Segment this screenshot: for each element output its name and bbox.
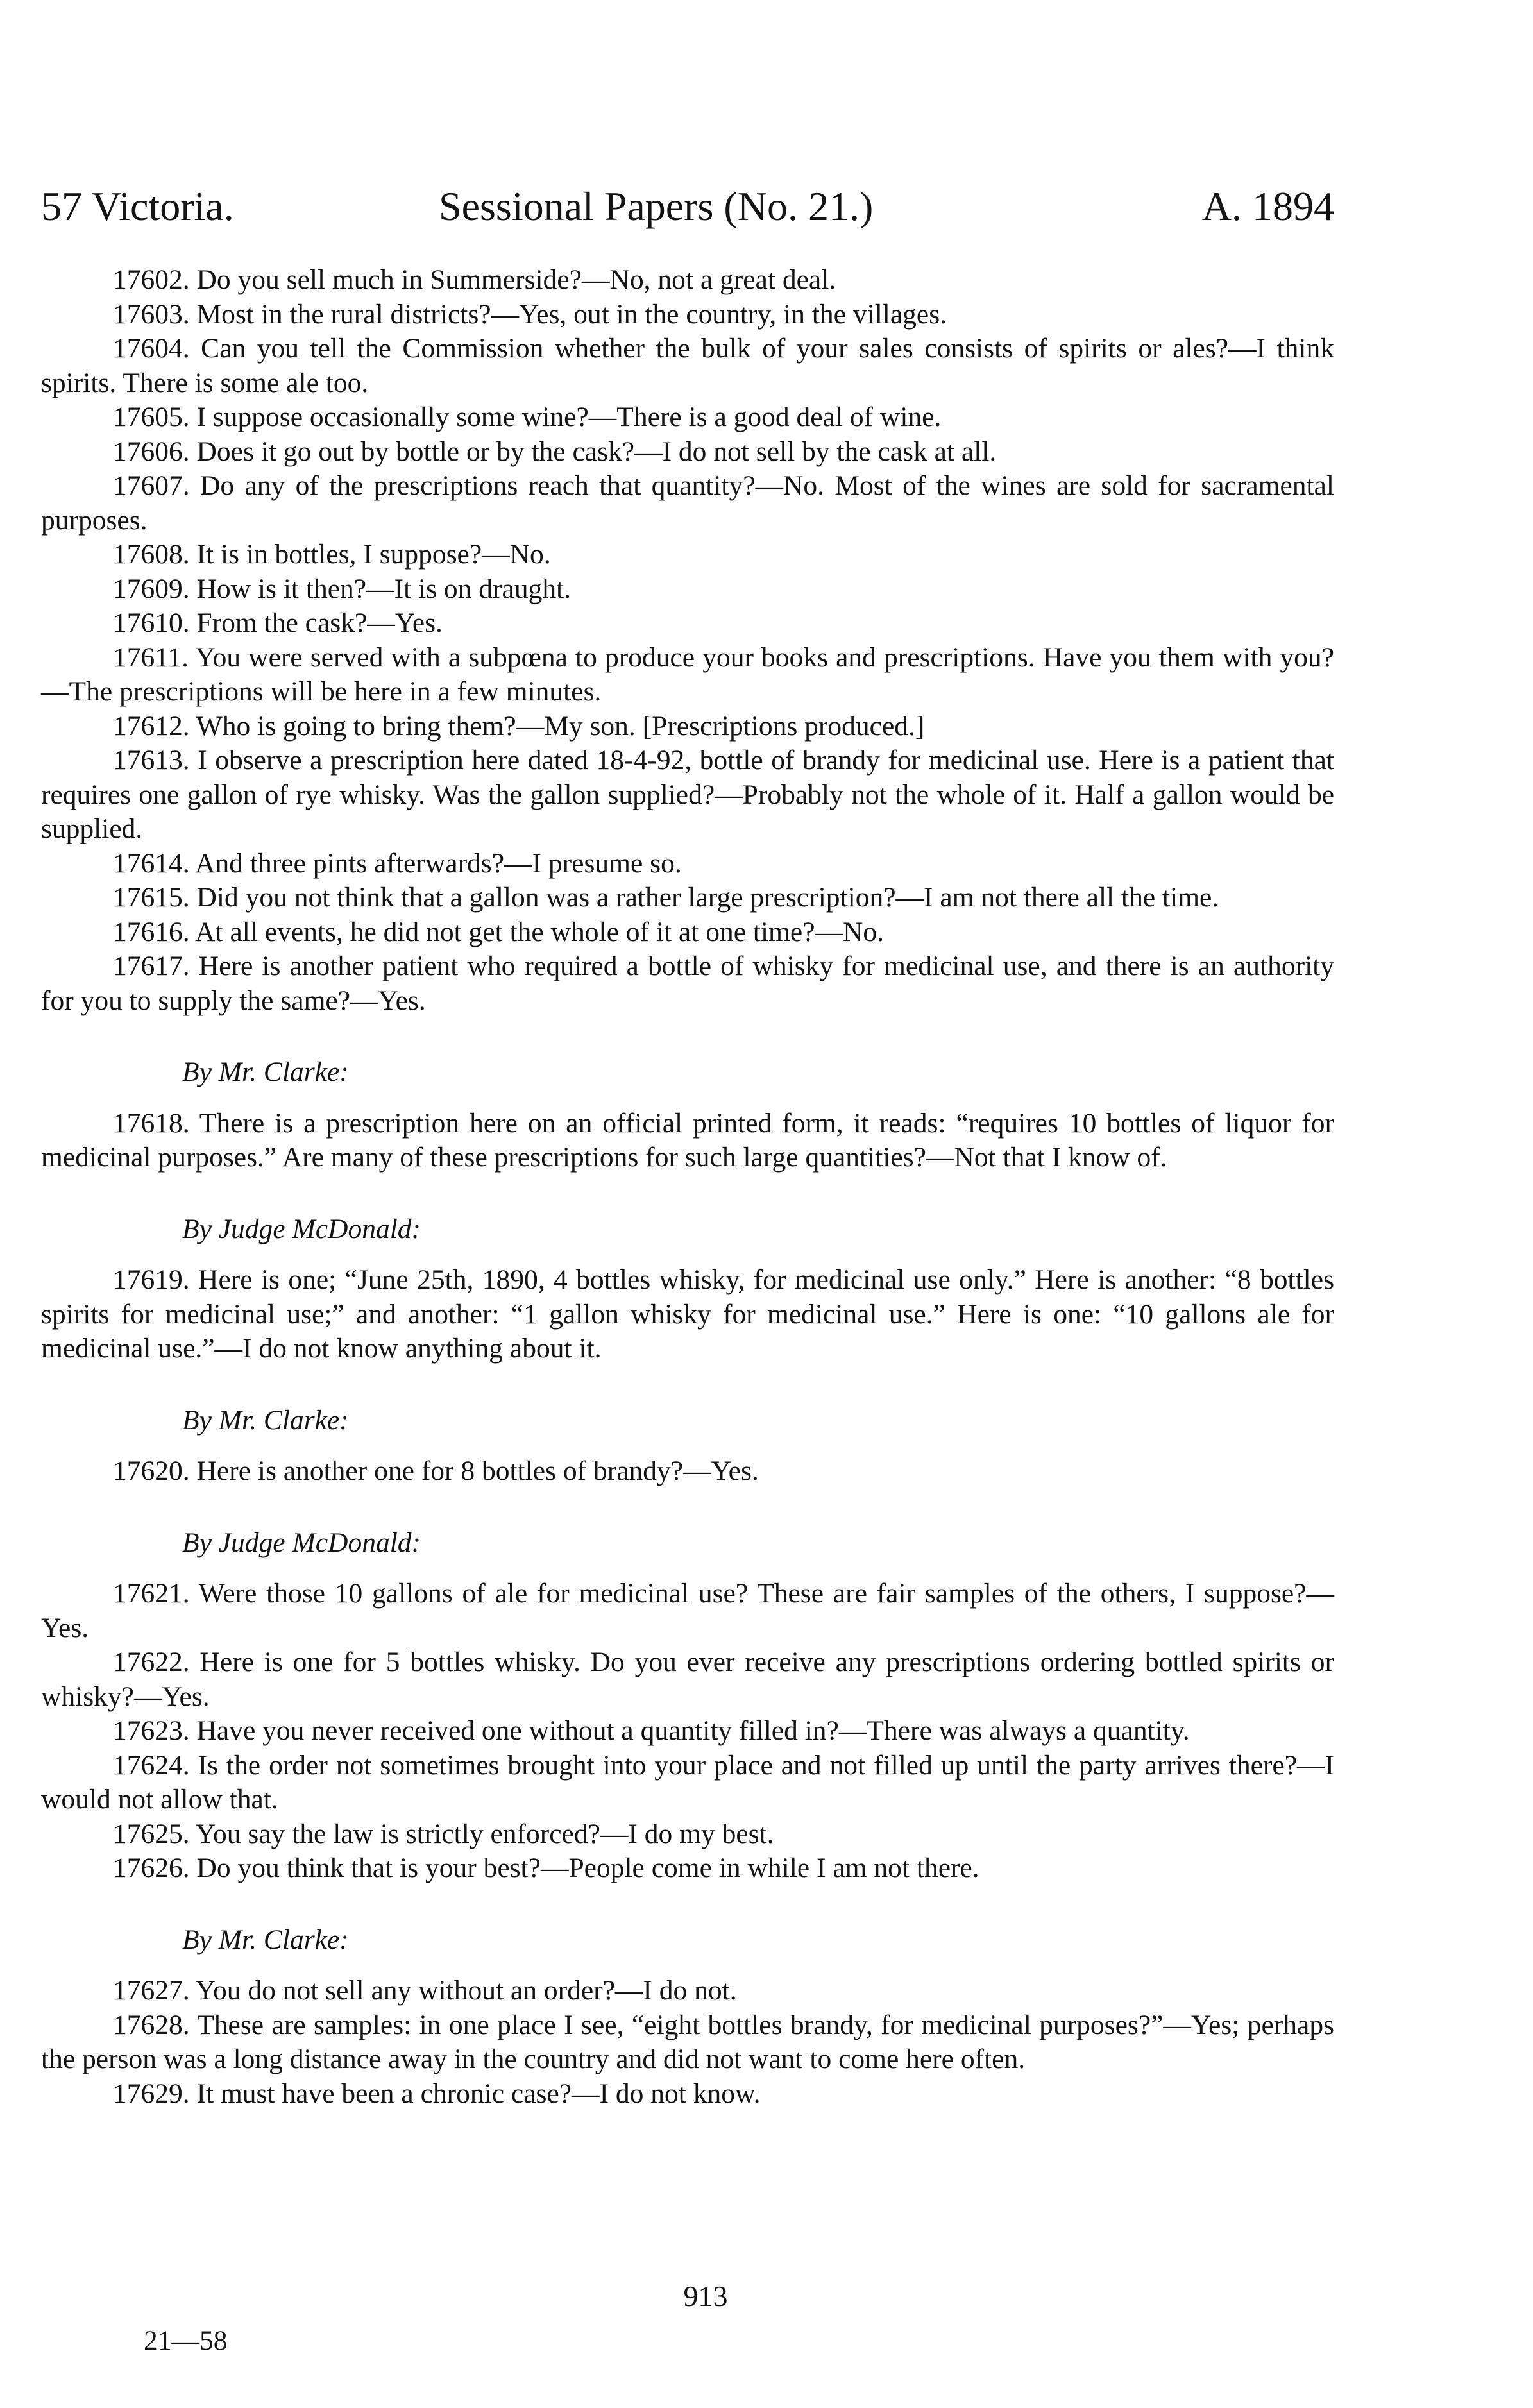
testimony-paragraph: 17617. Here is another patient who required a bottle of whisky for medicinal use, and there is an authority for you to supply the same?—Yes. (41, 951, 1334, 1016)
header-year: A. 1894 (1201, 183, 1334, 229)
page-body (41, 263, 1334, 2111)
testimony-paragraph: 17606. Does it go out by bottle or by the cask?—I do not sell by the cask at all. (113, 436, 997, 467)
testimony-paragraph: 17607. Do any of the prescriptions reach that quantity?—No. Most of the wines are sold for sacramental purposes. (41, 470, 1334, 536)
testimony-paragraph: 17605. I suppose occasionally some wine?—There is a good deal of wine. (113, 402, 942, 432)
testimony-paragraph: 17628. These are samples: in one place I see, “eight bottles brandy, for medicinal purposes?”—Yes; perhaps the person was a long distance away in the country and did not want to come here often. (41, 2009, 1334, 2074)
speaker-heading: By Judge McDonald: (182, 1213, 421, 1244)
testimony-paragraph: 17624. Is the order not sometimes brought into your place and not filled up until the party arrives there?—I would not allow that. (41, 1749, 1334, 1815)
page-header (41, 183, 1334, 234)
testimony-paragraph: 17611. You were served with a subpœna to produce your books and prescriptions. Have you them with you?—The prescriptions will be here in a few minutes. (41, 641, 1334, 707)
speaker-heading: By Mr. Clarke: (182, 1404, 349, 1436)
testimony-paragraph: 17626. Do you think that is your best?—People come in while I am not there. (113, 1853, 979, 1883)
header-title: Sessional Papers (No. 21.) (439, 183, 874, 229)
testimony-paragraph: 17618. There is a prescription here on an official printed form, it reads: “requires 10 bottles of liquor for medicinal purposes.” Are many of these prescriptions for such large quantities?—Not that I know of. (41, 1107, 1334, 1173)
testimony-paragraph: 17614. And three pints afterwards?—I presume so. (113, 847, 682, 879)
testimony-paragraph: 17629. It must have been a chronic case?—I do not know. (113, 2078, 761, 2109)
header-left: 57 Victoria. (41, 183, 234, 229)
testimony-paragraph: 17620. Here is another one for 8 bottles of brandy?—Yes. (113, 1455, 759, 1486)
testimony-paragraph: 17610. From the cask?—Yes. (113, 607, 443, 638)
testimony-paragraph: 17609. How is it then?—It is on draught. (113, 573, 572, 604)
testimony-paragraph: 17623. Have you never received one without a quantity filled in?—There was always a quantity. (113, 1715, 1190, 1746)
testimony-paragraph: 17621. Were those 10 gallons of ale for medicinal use? These are fair samples of the others, I suppose?—Yes. (41, 1578, 1334, 1643)
testimony-paragraph: 17625. You say the law is strictly enforced?—I do my best. (113, 1818, 774, 1849)
signature-mark: 21—58 (144, 2325, 228, 2356)
testimony-paragraph: 17602. Do you sell much in Summerside?—No, not a great deal. (113, 264, 836, 295)
testimony-paragraph: 17612. Who is going to bring them?—My son. [Prescriptions produced.] (113, 710, 925, 742)
speaker-heading: By Judge McDonald: (182, 1527, 421, 1558)
testimony-paragraph: 17622. Here is one for 5 bottles whisky. Do you ever receive any prescriptions ordering bottled spirits or whisky?—Yes. (41, 1647, 1334, 1712)
testimony-paragraph: 17627. You do not sell any without an order?—I do not. (113, 1975, 737, 2006)
testimony-paragraph: 17619. Here is one; “June 25th, 1890, 4 bottles whisky, for medicinal use only.” Here is another: “8 bottles spirits for medicinal use;” and another: “1 gallon whisky for medicinal use.” Here is one: “10 gallons ale for medicinal use.”—I do not know anything about it. (41, 1264, 1334, 1364)
testimony-paragraph: 17613. I observe a prescription here dated 18-4-92, bottle of brandy for medicinal use. Here is a patient that requires one gallon of rye whisky. Was the gallon supplied?—Probably not the whole of it. Half a gallon would be supplied. (41, 745, 1334, 844)
testimony-paragraph: 17604. Can you tell the Commission whether the bulk of your sales consists of spirits or ales?—I think spirits. There is some ale too. (41, 333, 1334, 398)
speaker-heading: By Mr. Clarke: (182, 1924, 349, 1955)
testimony-paragraph: 17616. At all events, he did not get the whole of it at one time?—No. (113, 916, 885, 947)
testimony-paragraph: 17608. It is in bottles, I suppose?—No. (113, 539, 551, 570)
speaker-heading: By Mr. Clarke: (182, 1056, 349, 1087)
page-number: 913 (683, 2280, 728, 2312)
testimony-paragraph: 17615. Did you not think that a gallon was a rather large prescription?—I am not there all the time. (113, 882, 1219, 913)
testimony-paragraph: 17603. Most in the rural districts?—Yes, out in the country, in the villages. (113, 298, 947, 330)
